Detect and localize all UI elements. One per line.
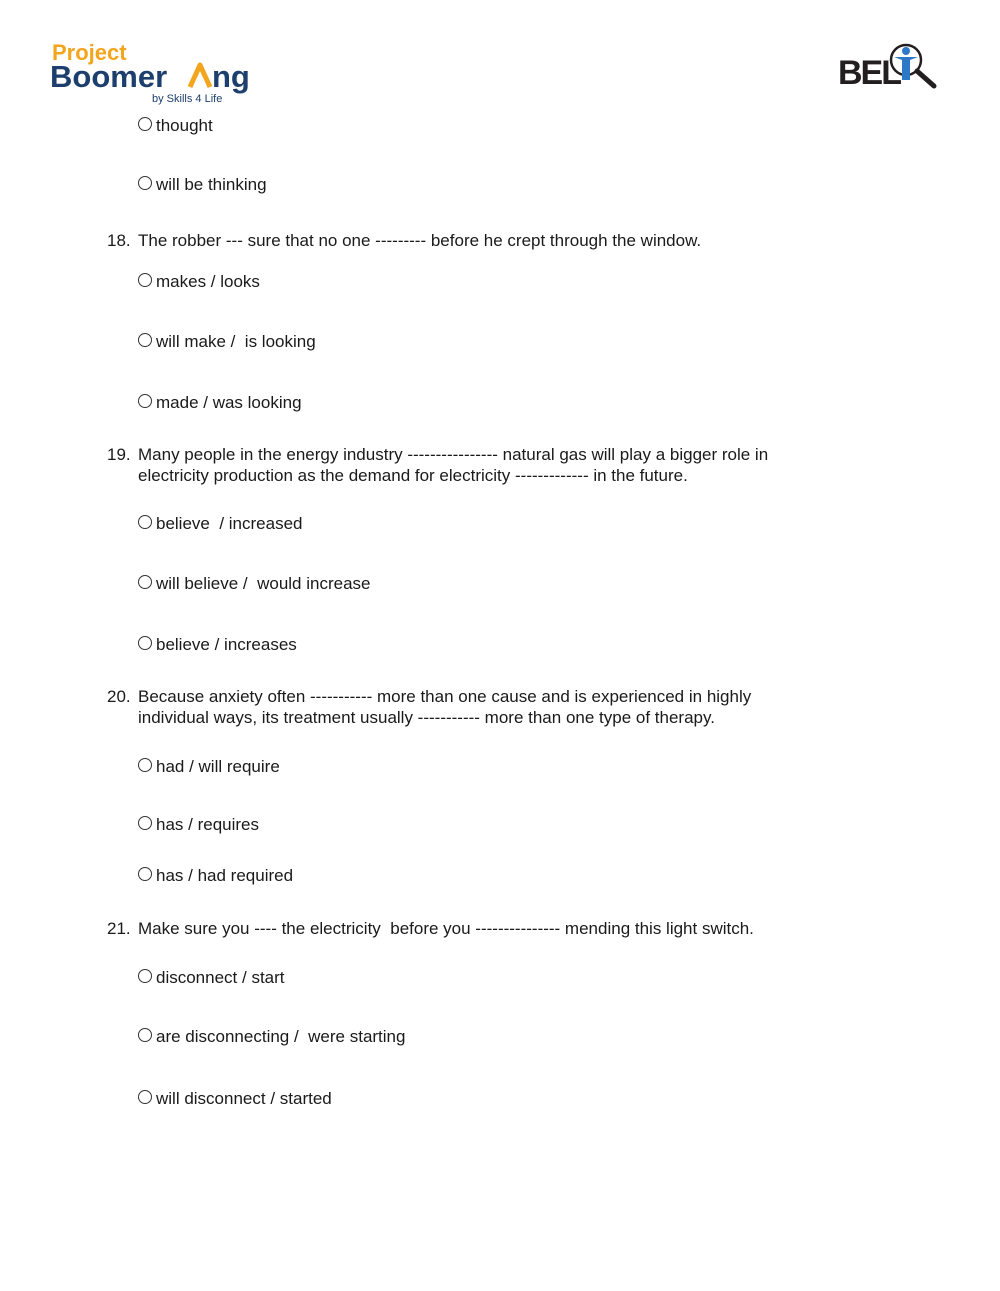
radio-button[interactable] <box>138 117 152 131</box>
radio-button[interactable] <box>138 867 152 881</box>
radio-button[interactable] <box>138 394 152 408</box>
option-item[interactable] <box>138 393 302 413</box>
option-label: will disconnect / started <box>156 1089 332 1108</box>
radio-button[interactable] <box>138 1028 152 1042</box>
question-text-line-2: electricity production as the demand for electricity ------------- in the future. <box>138 466 688 485</box>
question-text: Make sure you ---- the electricity before you --------------- mending this light switch. <box>138 919 754 938</box>
logo-boomer-text: Boomer <box>50 59 168 94</box>
option-label: made / was looking <box>156 393 302 412</box>
option-label: makes / looks <box>156 272 260 291</box>
radio-button[interactable] <box>138 969 152 983</box>
option-label: are disconnecting / were starting <box>156 1027 406 1046</box>
option-label: will be thinking <box>156 175 267 194</box>
option-item[interactable] <box>138 968 285 988</box>
radio-button[interactable] <box>138 273 152 287</box>
question-text: The robber --- sure that no one --------- before he crept through the window. <box>138 231 702 250</box>
option-item[interactable] <box>138 272 260 292</box>
option-item[interactable] <box>138 635 297 655</box>
option-label: thought <box>156 116 213 135</box>
radio-button[interactable] <box>138 575 152 589</box>
radio-button[interactable] <box>138 176 152 190</box>
option-label: will believe / would increase <box>156 574 371 593</box>
logo-project-text: Project <box>52 40 127 65</box>
option-label: disconnect / start <box>156 968 285 987</box>
option-label: believe / increased <box>156 514 303 533</box>
belt-logo-graphic <box>836 40 940 92</box>
magnifier-handle-icon <box>917 71 934 86</box>
option-item[interactable] <box>138 757 280 777</box>
option-item[interactable] <box>138 514 302 534</box>
option-item[interactable] <box>138 574 371 594</box>
logo-bel-text: BEL <box>838 54 900 92</box>
option-item[interactable] <box>138 866 293 886</box>
question-text-line-2: individual ways, its treatment usually ----------- more than one type of therapy. <box>138 708 715 727</box>
option-item[interactable] <box>138 1027 405 1047</box>
question-text-line-1: Many people in the energy industry ---------------- natural gas will play a bigger role in <box>138 445 769 464</box>
option-label: has / had required <box>156 866 294 885</box>
logo-ng-text: ng <box>212 59 250 94</box>
option-label: had / will require <box>156 757 280 776</box>
person-head-icon <box>902 47 910 55</box>
radio-button[interactable] <box>138 816 152 830</box>
radio-button[interactable] <box>138 515 152 529</box>
question-number: 19. <box>107 445 131 464</box>
radio-button[interactable] <box>138 1090 152 1104</box>
option-label: has / requires <box>156 815 259 834</box>
option-item[interactable] <box>138 175 267 195</box>
belt-logo <box>836 40 940 92</box>
project-boomerang-logo <box>50 38 260 108</box>
option-label: believe / increases <box>156 635 297 654</box>
question-number: 21. <box>107 919 131 938</box>
option-item[interactable] <box>138 332 316 352</box>
boomerang-a-icon <box>190 65 210 87</box>
option-item[interactable] <box>138 116 213 136</box>
question-number: 18. <box>107 231 131 250</box>
option-label: will make / is looking <box>156 332 316 351</box>
radio-button[interactable] <box>138 333 152 347</box>
logo-tagline-text: by Skills 4 Life <box>152 93 223 105</box>
option-item[interactable] <box>138 1089 332 1109</box>
radio-button[interactable] <box>138 758 152 772</box>
project-boomerang-logo-graphic <box>50 38 260 108</box>
question-number: 20. <box>107 687 131 706</box>
question-text-line-1: Because anxiety often ----------- more than one cause and is experienced in highly <box>138 687 752 706</box>
option-item[interactable] <box>138 815 259 835</box>
radio-button[interactable] <box>138 636 152 650</box>
